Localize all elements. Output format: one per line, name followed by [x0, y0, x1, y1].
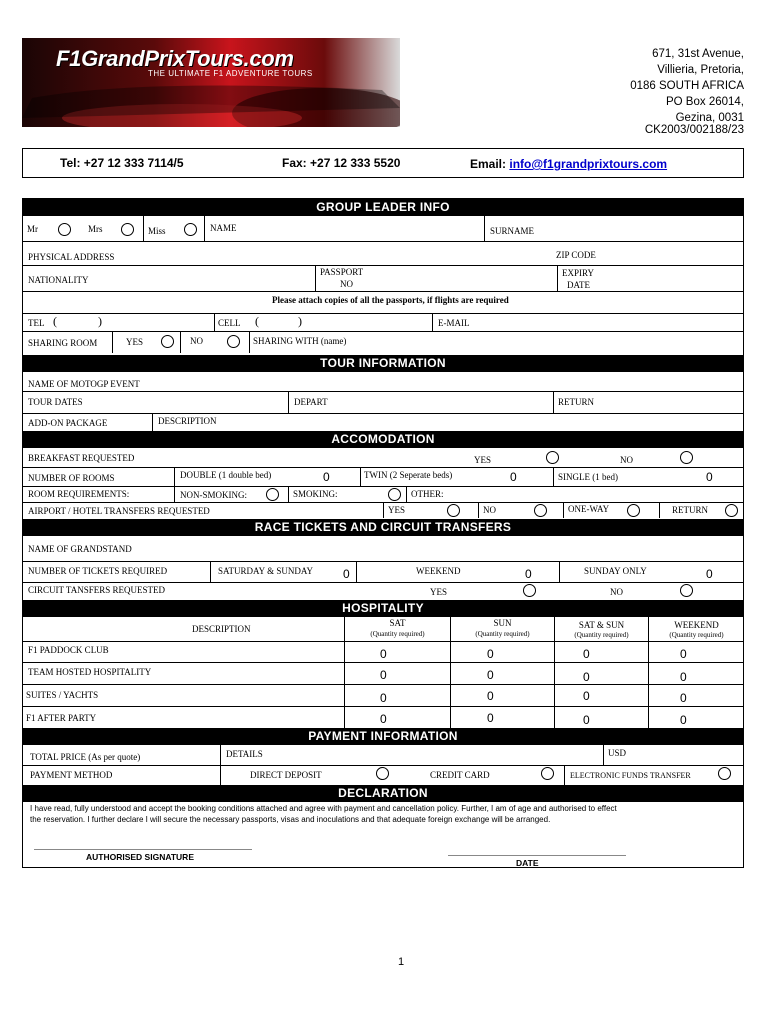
label-expiry-date: DATE — [567, 280, 590, 290]
hosp-value[interactable]: 0 — [680, 691, 687, 705]
company-address — [630, 46, 744, 126]
label-double: DOUBLE (1 double bed) — [180, 470, 272, 480]
col-sat-sun-sub: (Quantity required) — [574, 631, 629, 639]
label-sharing-with: SHARING WITH (name) — [253, 336, 347, 346]
hosp-row-label: TEAM HOSTED HOSPITALITY — [28, 667, 152, 677]
label-breakfast: BREAKFAST REQUESTED — [28, 453, 135, 463]
label-addon: ADD-ON PACKAGE — [28, 418, 108, 428]
twin-value[interactable]: 0 — [510, 470, 517, 484]
sunday-only-value[interactable]: 0 — [706, 567, 713, 581]
label-breakfast-yes: YES — [474, 455, 492, 465]
address-line: Gezina, 0031 — [675, 112, 744, 124]
label-expiry: EXPIRY — [562, 268, 595, 278]
label-depart: DEPART — [294, 397, 328, 407]
hosp-value[interactable]: 0 — [680, 713, 687, 727]
address-line: 671, 31st Avenue, — [652, 48, 744, 60]
label-number-of-rooms: NUMBER OF ROOMS — [28, 473, 115, 483]
label-payment-method: PAYMENT METHOD — [30, 770, 113, 780]
label-other: OTHER: — [411, 489, 444, 499]
label-mr: Mr — [27, 224, 38, 234]
radio-circuit-yes[interactable] — [523, 584, 536, 597]
label-transfers: AIRPORT / HOTEL TRANSFERS REQUESTED — [28, 506, 210, 516]
label-grandstand: NAME OF GRANDSTAND — [28, 544, 132, 554]
label-sharing-no: NO — [190, 336, 203, 346]
radio-one-way[interactable] — [627, 504, 640, 517]
radio-eft[interactable] — [718, 767, 731, 780]
address-line: PO Box 26014, — [666, 96, 744, 108]
tel-paren-open: ( — [53, 314, 57, 328]
label-passport-no: NO — [340, 279, 353, 289]
label-single: SINGLE (1 bed) — [558, 472, 618, 482]
label-physical-address: PHYSICAL ADDRESS — [28, 252, 115, 262]
col-sat-sun: SAT & SUN — [578, 620, 625, 630]
label-smoking: SMOKING: — [293, 489, 338, 499]
hosp-value[interactable]: 0 — [680, 670, 687, 684]
date-label: DATE — [516, 858, 539, 868]
tel-paren-close: ) — [98, 314, 102, 328]
label-transfers-no: NO — [483, 505, 496, 515]
declaration-header: DECLARATION — [22, 785, 744, 802]
label-details: DETAILS — [226, 749, 263, 759]
hosp-row-label: F1 PADDOCK CLUB — [28, 645, 109, 655]
hosp-value[interactable]: 0 — [380, 712, 387, 726]
tour-info-header: TOUR INFORMATION — [22, 355, 744, 372]
col-sat: SAT — [389, 618, 406, 628]
label-credit-card: CREDIT CARD — [430, 770, 490, 780]
sat-sun-value[interactable]: 0 — [343, 567, 350, 581]
radio-sharing-no[interactable] — [227, 335, 240, 348]
label-cell: CELL — [218, 318, 241, 328]
label-eft: ELECTRONIC FUNDS TRANSFER — [570, 771, 691, 780]
label-direct-deposit: DIRECT DEPOSIT — [250, 770, 322, 780]
radio-miss[interactable] — [184, 223, 197, 236]
weekend-value[interactable]: 0 — [525, 567, 532, 581]
radio-direct-deposit[interactable] — [376, 767, 389, 780]
radio-breakfast-yes[interactable] — [546, 451, 559, 464]
label-email: E-MAIL — [438, 318, 470, 328]
label-circuit-yes: YES — [430, 587, 448, 597]
hosp-value[interactable]: 0 — [487, 647, 494, 661]
label-non-smoking: NON-SMOKING: — [180, 490, 247, 500]
hosp-row-label: F1 AFTER PARTY — [26, 713, 97, 723]
signature-line — [34, 849, 252, 850]
signature-label: AUTHORISED SIGNATURE — [86, 852, 194, 862]
radio-breakfast-no[interactable] — [680, 451, 693, 464]
label-sharing-room: SHARING ROOM — [28, 338, 98, 348]
label-surname: SURNAME — [490, 226, 535, 236]
date-line — [448, 855, 626, 856]
label-circuit-transfers: CIRCUIT TANSFERS REQUESTED — [28, 585, 165, 595]
payment-header: PAYMENT INFORMATION — [22, 728, 744, 745]
passport-note: Please attach copies of all the passports, if flights are required — [272, 295, 509, 305]
label-one-way: ONE-WAY — [568, 504, 610, 514]
logo-brand: F1GrandPrixTours.com — [56, 46, 294, 71]
declaration-text-1: I have read, fully understood and accept the booking conditions attached and agree with payment and cancellation policy. Further, I am of age and authorised to effect — [30, 804, 617, 813]
radio-transfers-no[interactable] — [534, 504, 547, 517]
label-sat-sun: SATURDAY & SUNDAY — [218, 566, 314, 576]
double-value[interactable]: 0 — [323, 470, 330, 484]
col-sat-sub: (Quantity required) — [370, 630, 425, 638]
col-sun: SUN — [493, 618, 512, 628]
col-weekend: WEEKEND — [674, 620, 719, 630]
cell-paren-open: ( — [255, 314, 259, 328]
label-usd: USD — [608, 748, 627, 758]
hosp-value[interactable]: 0 — [380, 647, 387, 661]
label-miss: Miss — [148, 226, 166, 236]
label-tickets: NUMBER OF TICKETS REQUIRED — [28, 566, 168, 576]
email-label: Email: — [470, 157, 510, 171]
label-name: NAME — [210, 223, 237, 233]
hosp-value[interactable]: 0 — [487, 668, 494, 682]
radio-non-smoking[interactable] — [266, 488, 279, 501]
radio-mr[interactable] — [58, 223, 71, 236]
label-description: DESCRIPTION — [158, 416, 217, 426]
label-nationality: NATIONALITY — [28, 275, 89, 285]
hosp-value[interactable]: 0 — [380, 691, 387, 705]
address-line: Villieria, Pretoria, — [657, 64, 744, 76]
hosp-value[interactable]: 0 — [583, 713, 590, 727]
hosp-value[interactable]: 0 — [583, 689, 590, 703]
label-transfers-return: RETURN — [672, 505, 708, 515]
hospitality-header: HOSPITALITY — [22, 600, 744, 617]
label-transfers-yes: YES — [388, 505, 406, 515]
group-leader-header: GROUP LEADER INFO — [22, 199, 744, 216]
single-value[interactable]: 0 — [706, 470, 713, 484]
hosp-value[interactable]: 0 — [583, 670, 590, 684]
declaration-text-2: the reservation. I further declare I will secure the necessary passports, visas and inoculations and that adequate foreign exchange will be arranged. — [30, 815, 551, 824]
radio-smoking[interactable] — [388, 488, 401, 501]
hosp-value[interactable]: 0 — [487, 711, 494, 725]
label-motogp-event: NAME OF MOTOGP EVENT — [28, 379, 140, 389]
label-zip-code: ZIP CODE — [556, 250, 596, 260]
label-sunday-only: SUNDAY ONLY — [584, 566, 647, 576]
logo-tagline: THE ULTIMATE F1 ADVENTURE TOURS — [148, 69, 313, 78]
label-weekend: WEEKEND — [416, 566, 461, 576]
label-total-price: TOTAL PRICE (As per quote) — [30, 752, 141, 762]
race-tickets-header: RACE TICKETS AND CIRCUIT TRANSFERS — [22, 519, 744, 536]
tel-number: Tel: +27 12 333 7114/5 — [60, 156, 184, 170]
col-sun-sub: (Quantity required) — [475, 630, 530, 638]
radio-sharing-yes[interactable] — [161, 335, 174, 348]
label-circuit-no: NO — [610, 587, 623, 597]
label-breakfast-no: NO — [620, 455, 633, 465]
accommodation-header: ACCOMODATION — [22, 431, 744, 448]
radio-credit-card[interactable] — [541, 767, 554, 780]
hosp-value[interactable]: 0 — [680, 647, 687, 661]
label-sharing-yes: YES — [126, 337, 144, 347]
email-link[interactable]: info@f1grandprixtours.com — [509, 157, 668, 171]
hosp-value[interactable]: 0 — [583, 647, 590, 661]
col-weekend-sub: (Quantity required) — [669, 631, 724, 639]
hosp-value[interactable]: 0 — [380, 668, 387, 682]
company-reg-number: CK2003/002188/23 — [644, 124, 744, 136]
label-twin: TWIN (2 Seperate beds) — [364, 470, 453, 480]
page-number: 1 — [398, 956, 405, 968]
hosp-row-label: SUITES / YACHTS — [26, 690, 99, 700]
radio-circuit-no[interactable] — [680, 584, 693, 597]
cell-paren-close: ) — [298, 314, 302, 328]
hospitality-desc-header: DESCRIPTION — [192, 624, 251, 634]
hosp-value[interactable]: 0 — [487, 689, 494, 703]
radio-transfers-yes[interactable] — [447, 504, 460, 517]
logo-banner — [22, 38, 400, 127]
radio-mrs[interactable] — [121, 223, 134, 236]
address-line: 0186 SOUTH AFRICA — [630, 80, 744, 92]
label-room-requirements: ROOM REQUIREMENTS: — [28, 489, 130, 499]
label-tel: TEL — [28, 318, 45, 328]
label-return: RETURN — [558, 397, 594, 407]
email-line — [470, 157, 667, 171]
fax-number: Fax: +27 12 333 5520 — [282, 156, 401, 170]
label-passport: PASSPORT — [320, 267, 364, 277]
label-mrs: Mrs — [88, 224, 103, 234]
radio-transfers-return[interactable] — [725, 504, 738, 517]
label-tour-dates: TOUR DATES — [28, 397, 83, 407]
